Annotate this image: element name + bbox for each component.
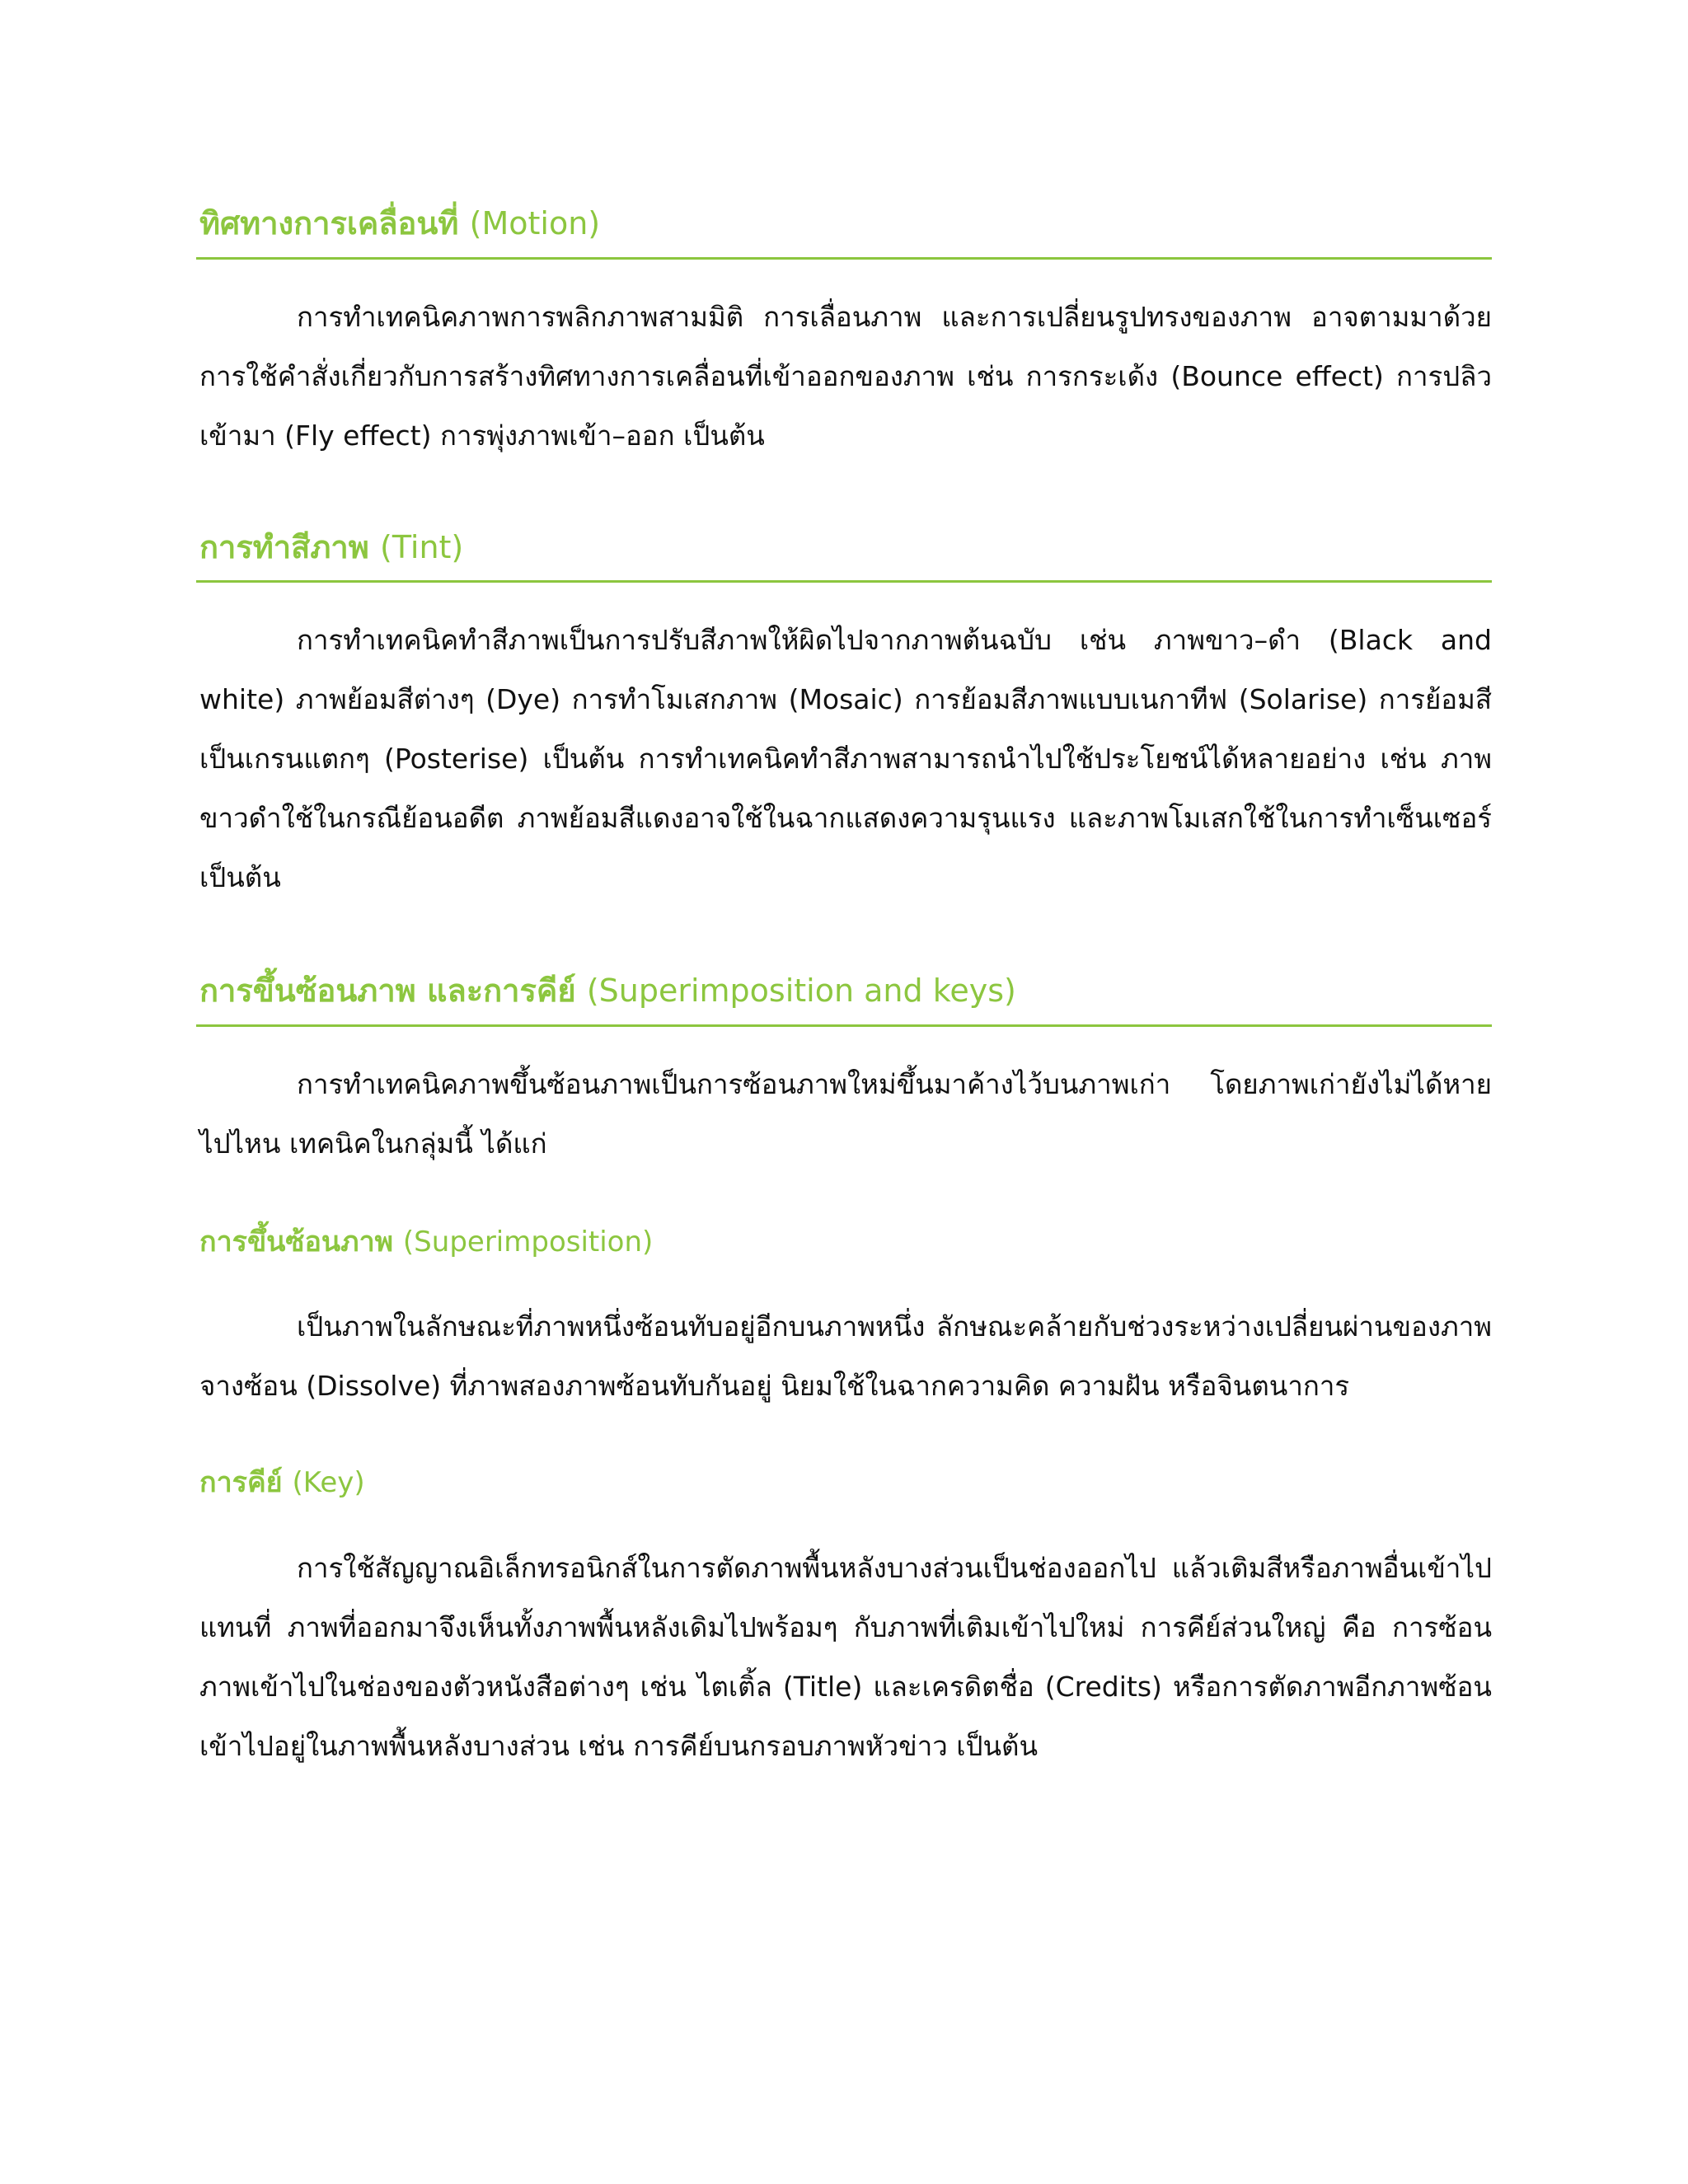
paragraph-superimposition: เป็นภาพในลักษณะที่ภาพหนึ่งซ้อนทับอยู่อีกบนภาพหนึ่ง ลักษณะคล้ายกับช่วงระหว่างเปลี่ยนผ่านของภาพจางซ้อน (Dissolve) ที่ภาพสองภาพซ้อนทับกันอยู่ นิยมใช้ในฉากความคิด ความฝัน หรือจินตนาการ (199, 1310, 1492, 1402)
heading-motion-thai: ทิศทางการเคลื่อนที่ (199, 205, 459, 241)
paragraph-motion: การทำเทคนิคภาพการพลิกภาพสามมิติ การเลื่อนภาพ และการเปลี่ยนรูปทรงของภาพ อาจตามมาด้วยการใช้คำสั่งเกี่ยวกับการสร้างทิศทางการเคลื่อนที่เข้าออกของภาพ เช่น การกระเด้ง (Bounce effect) การปลิวเข้ามา (Fly effect) การพุ่งภาพเข้า–ออก เป็นต้น (199, 300, 1492, 452)
subheading-key (196, 1465, 1492, 1501)
heading-superimposition-keys-thai: การขึ้นซ้อนภาพ และการคีย์ (199, 972, 576, 1009)
paragraph-key: การใช้สัญญาณอิเล็กทรอนิกส์ในการตัดภาพพื้นหลังบางส่วนเป็นช่องออกไป แล้วเติมสีหรือภาพอื่นเข้าไปแทนที่ ภาพที่ออกมาจึงเห็นทั้งภาพพื้นหลังเดิมไปพร้อมๆ กับภาพที่เติมเข้าไปใหม่ การคีย์ส่วนใหญ่ คือ การซ้อนภาพเข้าไปในช่องของตัวหนังสือต่างๆ เช่น ไตเติ้ล (Title) และเครดิตชื่อ (Credits) หรือการตัดภาพอีกภาพซ้อนเข้าไปอยู่ในภาพพื้นหลังบางส่วน เช่น การคีย์บนกรอบภาพหัวข่าว เป็นต้น (199, 1551, 1492, 1762)
heading-tint (196, 528, 1492, 583)
section-tint (196, 528, 1492, 908)
subheading-superimposition-thai: การขึ้นซ้อนภาพ (199, 1225, 394, 1258)
paragraph-tint: การทำเทคนิคทำสีภาพเป็นการปรับสีภาพให้ผิดไปจากภาพต้นฉบับ เช่น ภาพขาว–ดำ (Black and white) ภาพย้อมสีต่างๆ (Dye) การทำโมเสกภาพ (Mosaic) การย้อมสีภาพแบบเนกาทีฟ (Solarise) การย้อมสีเป็นเกรนแตกๆ (Posterise) เป็นต้น การทำเทคนิคทำสีภาพสามารถนำไปใช้ประโยชน์ได้หลายอย่าง เช่น ภาพขาวดำใช้ในกรณีย้อนอดีต ภาพย้อมสีแดงอาจใช้ในฉากแสดงความรุนแรง และภาพโมเสกใช้ในการทำเซ็นเซอร์ เป็นต้น (199, 624, 1492, 893)
paragraph-superimposition-keys: การทำเทคนิคภาพขึ้นซ้อนภาพเป็นการซ้อนภาพใหม่ขึ้นมาค้างไว้บนภาพเก่า โดยภาพเก่ายังไม่ได้หายไปไหน เทคนิคในกลุ่มนี้ ได้แก่ (199, 1067, 1492, 1160)
document-page (196, 190, 1492, 1776)
heading-motion (196, 204, 1492, 260)
subheading-key-english: (Key) (292, 1466, 365, 1499)
subheading-superimposition-english: (Superimposition) (402, 1225, 654, 1258)
heading-motion-english: (Motion) (469, 205, 601, 241)
subheading-superimposition (196, 1225, 1492, 1260)
heading-superimposition-keys-english: (Superimposition and keys) (586, 972, 1016, 1009)
heading-superimposition-keys (196, 972, 1492, 1027)
section-superimposition-keys (196, 972, 1492, 1776)
section-motion (196, 204, 1492, 466)
heading-tint-english: (Tint) (380, 528, 464, 565)
subheading-key-thai: การคีย์ (199, 1466, 283, 1499)
heading-tint-thai: การทำสีภาพ (199, 528, 369, 565)
